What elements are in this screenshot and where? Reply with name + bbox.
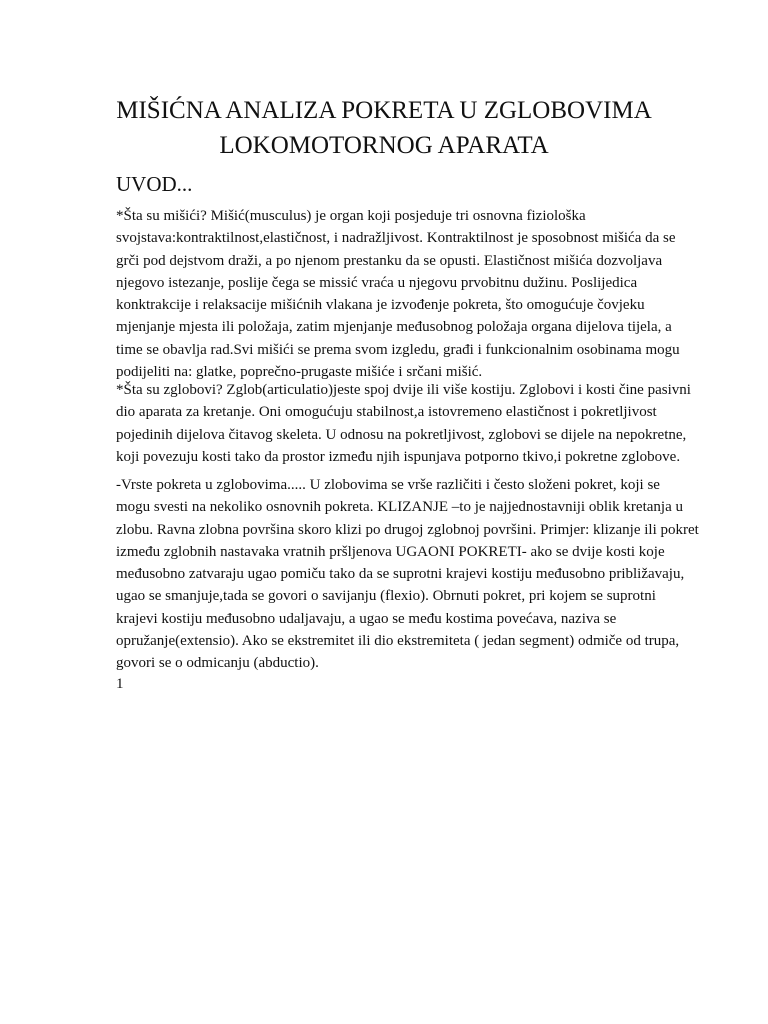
page-number: 1: [116, 676, 124, 692]
document-title-line-1: MIŠIĆNA ANALIZA POKRETA U ZGLOBOVIMA: [116, 97, 652, 124]
document-title-line-2: LOKOMOTORNOG APARATA: [219, 132, 549, 159]
paragraph-line: *Šta su zglobovi? Zglob(articulatio)jeste spoj dvije ili više kostiju. Zglobovi i kosti čine pasivni: [116, 382, 691, 398]
paragraph-line: između zglobnih nastavaka vratnih pršljenova UGAONI POKRETI- ako se dvije kosti koje: [116, 543, 665, 560]
paragraph-line: mogu svesti na nekoliko osnovnih pokreta. KLIZANJE –to je najjednostavniji oblik kretanja u: [116, 499, 683, 516]
paragraph-line: svojstava:kontraktilnost,elastičnost, i nadražljivost. Kontraktilnost je sposobnost mišića da se: [116, 230, 676, 247]
paragraph-line: pojedinih dijelova čitavog skeleta. U odnosu na pokretljivost, zglobovi se dijele na nepokretne,: [116, 426, 687, 443]
paragraph-joints: [116, 379, 691, 468]
paragraph-line: *Šta su mišići? Mišić(musculus) je organ koji posjeduje tri osnovna fiziološka: [116, 208, 586, 224]
paragraph-line: mjenjanje mjesta ili položaja, zatim mjenjanje međusobnog položaja organa dijelova tijela, a: [116, 319, 672, 336]
paragraph-line: podijeliti na: glatke, poprečno-prugaste mišiće i srčani mišić.: [116, 364, 483, 381]
paragraph-line: koji povezuju kosti tako da prostor između njih ispunjava potporno tkivo,i pokretne zglobove.: [116, 448, 681, 465]
paragraph-line: dio aparata za kretanje. Oni omogućuju stabilnost,a istovremeno elastičnost i pokretljivost: [116, 404, 657, 421]
paragraph-line: govori se o odmicanju (abductio).: [116, 655, 319, 672]
paragraph-line: time se obavlja rad.Svi mišići se prema svom izgledu, građi i funkcionalnim osobinama mogu: [116, 341, 680, 358]
paragraph-line: zlobu. Ravna zlobna površina skoro klizi po drugoj zglobnoj površini. Primjer: klizanje ili pokret: [116, 521, 699, 538]
section-heading: UVOD...: [116, 172, 193, 196]
paragraph-line: njegovo istezanje, poslije čega se missić vraća u njegovu prvobitnu dužinu. Poslijedica: [116, 274, 638, 291]
paragraph-line: opružanje(extensio). Ako se ekstremitet ili dio ekstremiteta ( jedan segment) odmiče od trupa,: [116, 633, 680, 650]
paragraph-muscles: [116, 205, 680, 383]
paragraph-movement-types: [116, 474, 699, 675]
paragraph-line: -Vrste pokreta u zglobovima..... U zlobovima se vrše različiti i često složeni pokret, koji se: [116, 477, 660, 493]
paragraph-line: međusobno zatvaraju ugao pomiču tako da se suprotni krajevi kostiju međusobno približavaju,: [116, 566, 685, 583]
paragraph-line: grči pod dejstvom draži, a po njenom prestanku da se opusti. Elastičnost mišića dozvoljava: [116, 252, 663, 269]
paragraph-line: ugao se smanjuje,tada se govori o savijanju (flexio). Obrnuti pokret, pri kojem se suprotni: [116, 588, 656, 605]
paragraph-line: konktrakcije i relaksacije mišićnih vlakana je izvođenje pokreta, što omogućuje čovjeku: [116, 297, 645, 314]
paragraph-line: krajevi kostiju međusobno udaljavaju, a ugao se među kostima povećava, naziva se: [116, 610, 617, 627]
